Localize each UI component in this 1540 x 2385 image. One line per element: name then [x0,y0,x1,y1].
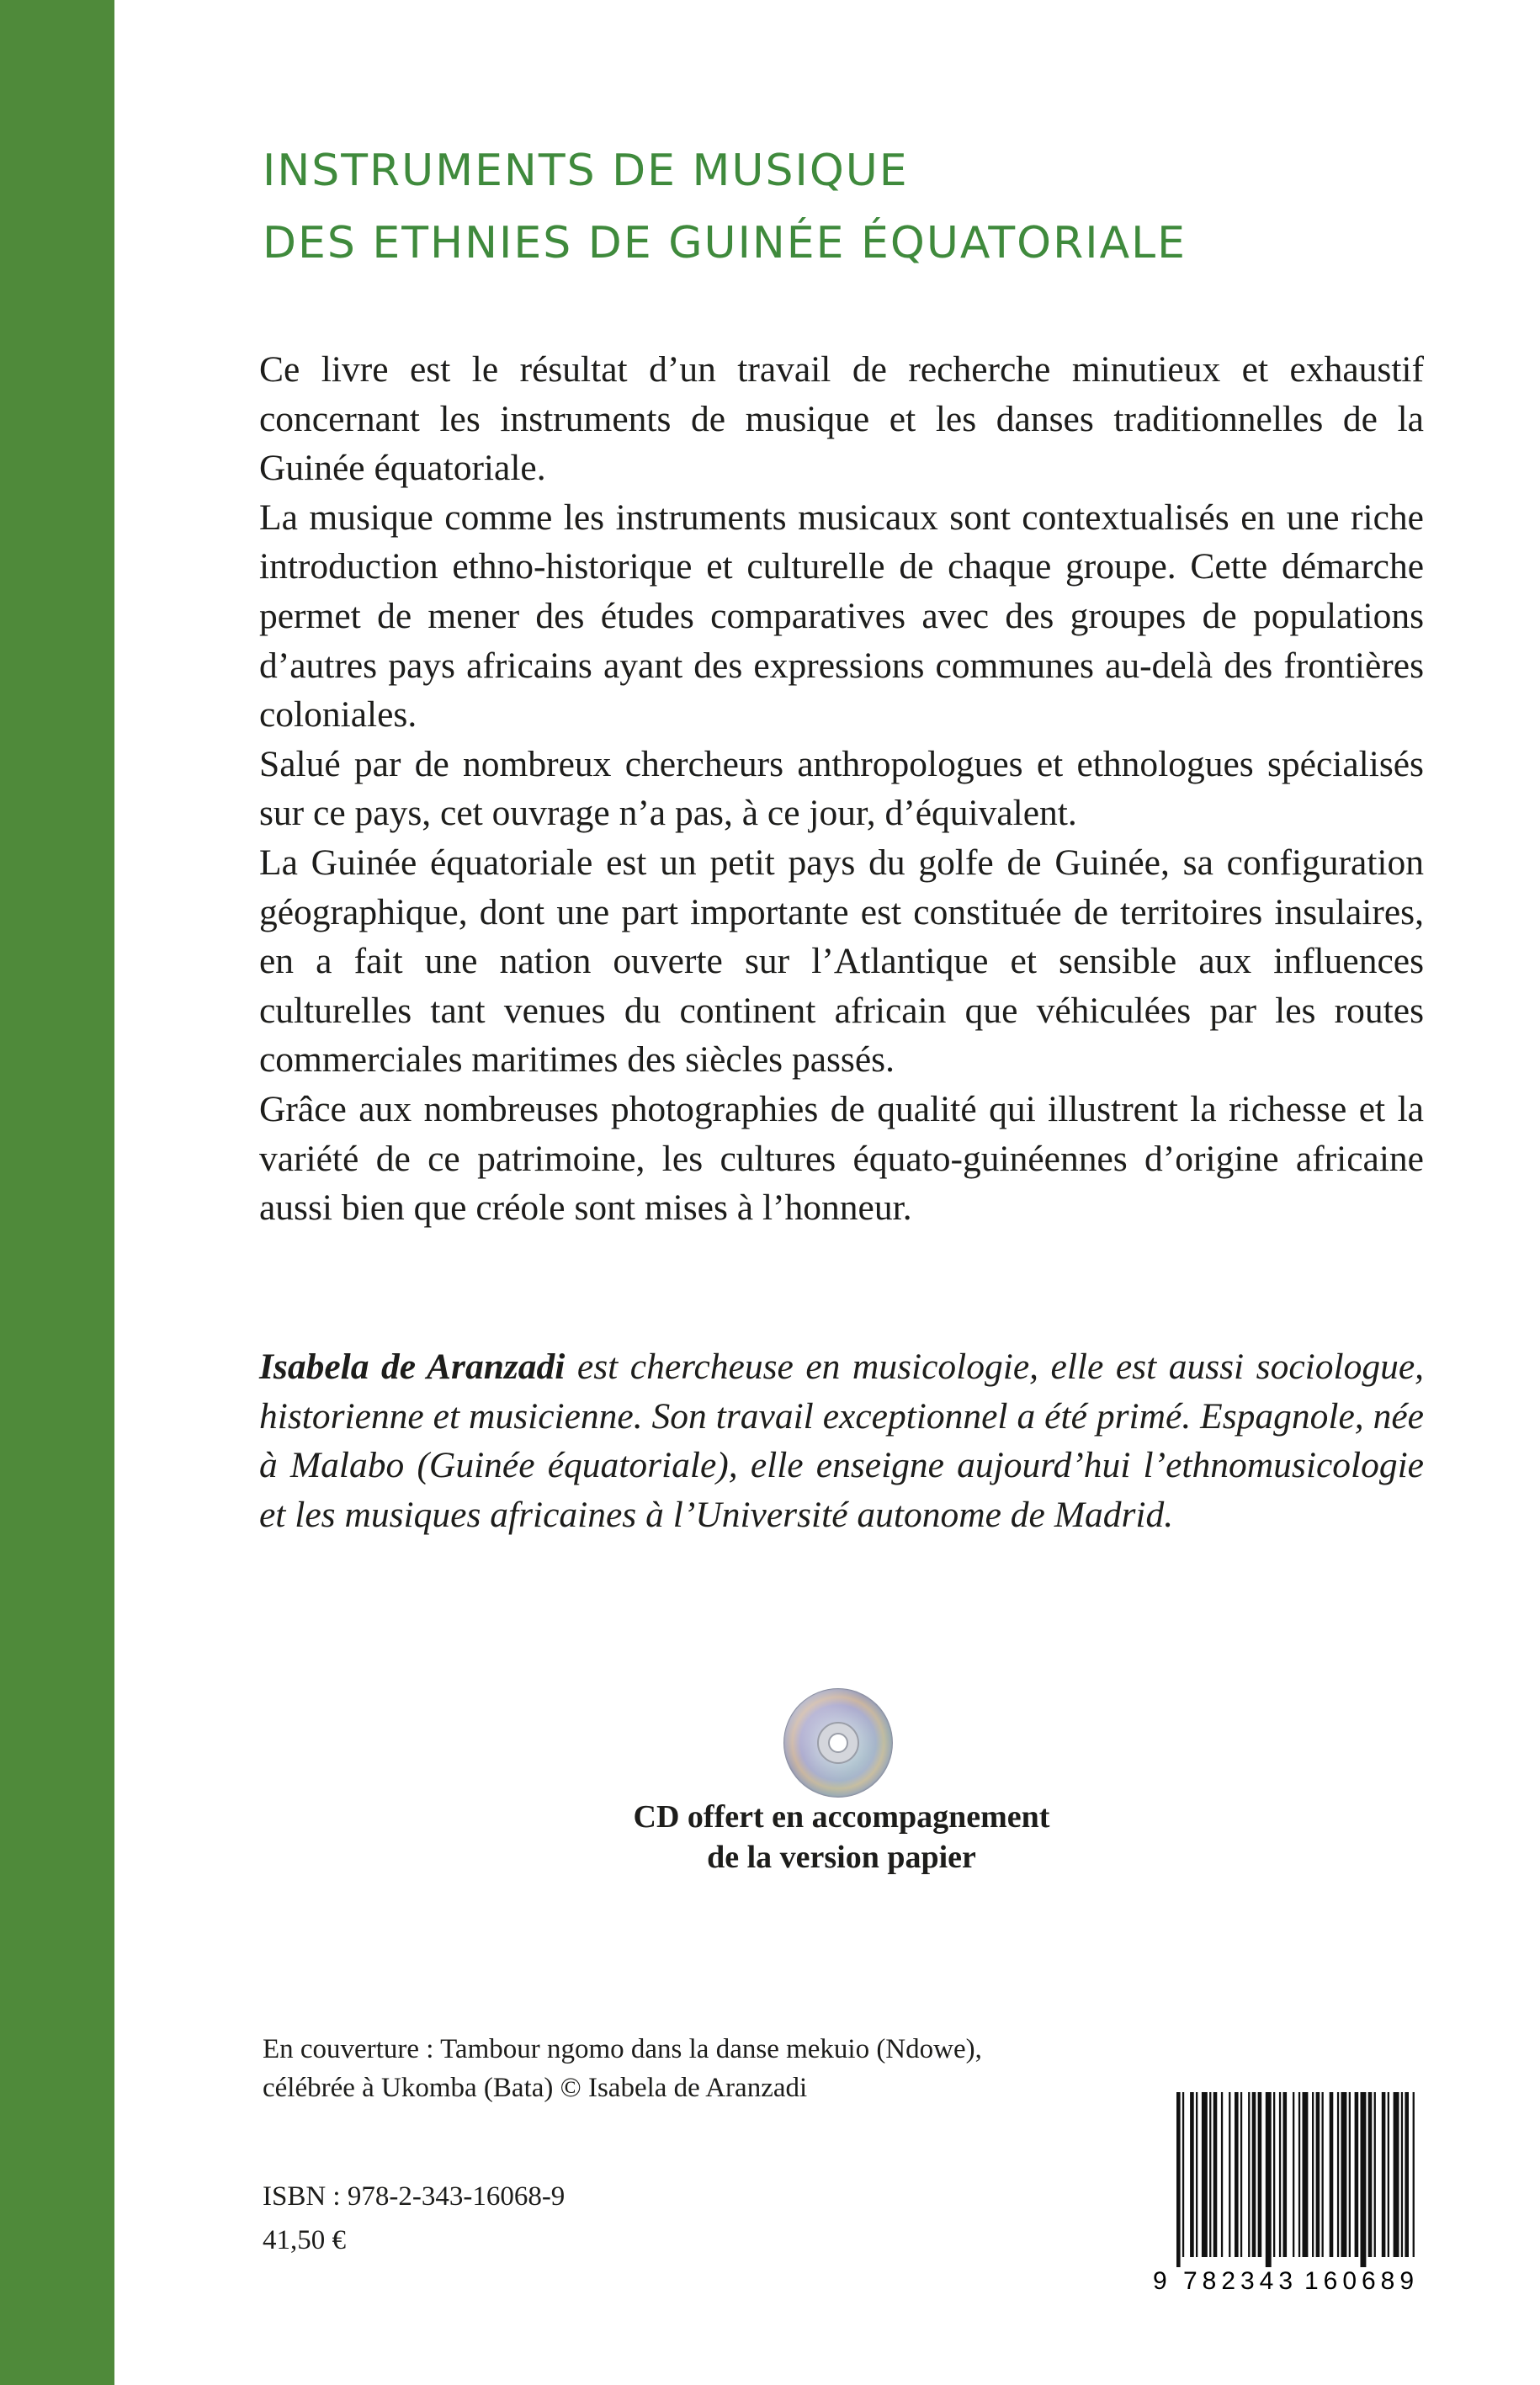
barcode-bar [1355,2092,1359,2257]
barcode-bar [1209,2092,1211,2257]
cd-disc-icon [783,1687,894,1798]
book-description [259,345,1424,1233]
barcode-bar [1182,2092,1184,2257]
barcode-bar [1252,2092,1256,2257]
barcode-bar [1394,2092,1399,2257]
green-spine-band [0,0,114,2385]
barcode-bar [1293,2092,1294,2257]
barcode-bar [1312,2092,1314,2257]
barcode-bar [1283,2092,1288,2257]
barcode-bar [1303,2092,1309,2257]
barcode-bar [1266,2092,1272,2267]
barcode-bar [1374,2092,1376,2257]
barcode-bar [1176,2092,1181,2267]
barcode-bar [1322,2092,1324,2257]
book-title [263,135,1441,279]
barcode-bar [1258,2092,1262,2257]
barcode-bar [1341,2092,1347,2257]
description-paragraph: La Guinée équatoriale est un petit pays du golfe de Guinée, sa configuration géographique, dont une part importante est constituée de territoires insulaires, en a fait une nation ouverte sur l’Atlantique et sensible aux influences culturelles tant venues du continent africain que véhiculées par les routes commerciales maritimes des siècles passés. [259,842,1424,1081]
barcode-bar [1213,2092,1218,2257]
barcode-bar [1221,2092,1223,2257]
barcode-digit-group-2: 160689 [1304,2267,1414,2293]
description-paragraph: Ce livre est le résultat d’un travail de recherche minutieux et exhaustif concernant les instruments de musique et les danses traditionnelles de la Guinée équatoriale. [259,349,1424,489]
author-name: Isabela de Aranzadi [259,1347,566,1387]
barcode-bar [1190,2092,1194,2257]
barcode-bar [1337,2092,1339,2257]
barcode-bar [1330,2092,1334,2257]
cd-caption-line-1: CD offert en accompagnement [633,1799,1050,1835]
title-line-1: INSTRUMENTS DE MUSIQUE [263,146,909,196]
barcode-bar [1349,2092,1351,2257]
description-paragraph: Salué par de nombreux chercheurs anthropologues et ethnologues spécialisés sur ce pays, cet ouvrage n’a pas, à ce jour, d’équivalent. [259,743,1424,834]
title-line-2: DES ETHNIES DE GUINÉE ÉQUATORIALE [263,218,1187,268]
barcode-bar [1235,2092,1239,2257]
description-paragraph: Grâce aux nombreuses photographies de qualité qui illustrent la richesse et la variété de ce patrimoine, les cultures équato-guinéennes d’origine africaine aussi bien que créole sont mises à l’honneur. [259,1088,1424,1229]
barcode-bar [1405,2092,1409,2257]
cover-credit-line-1: En couverture : Tambour ngomo dans la danse mekuio (Ndowe), [263,2034,982,2064]
description-paragraph: La musique comme les instruments musicaux sont contextualisés en une riche introduction ethno-historique et culturelle de chaque groupe. Cette démarche permet de mener des études comparatives avec des groupes de populations d’autres pays africains ayant des expressions communes au-delà des frontières coloniales. [259,497,1424,736]
cover-credit-line-2: célébrée à Ukomba (Bata) © Isabela de Aranzadi [263,2073,808,2103]
barcode-bar [1316,2092,1320,2257]
barcode-bar [1240,2092,1242,2257]
barcode-bar [1413,2092,1415,2257]
barcode-digit-group-1: 782343 [1183,2267,1293,2293]
barcode-bar [1202,2092,1208,2257]
isbn-barcode [1151,2087,1437,2293]
isbn: ISBN : 978-2-343-16068-9 [263,2181,566,2212]
author-bio-text: est chercheuse en musicologie, elle est aussi sociologue, historienne et musicienne. Son travail exceptionnel a été primé. Espagnole, née à Malabo (Guinée équatoriale), elle enseigne aujourd’hui l’ethnomusicologie et les musiques africaines à l’Université autonome de Madrid. [259,1347,1425,1535]
barcode-bar [1229,2092,1230,2257]
barcode-bar [1196,2092,1197,2257]
barcode-bar [1279,2092,1281,2257]
barcode-bar [1382,2092,1386,2257]
barcode-bar [1401,2092,1403,2257]
barcode-bar [1298,2092,1300,2257]
barcode-bar [1248,2092,1250,2257]
author-bio [259,1342,1424,1539]
price: 41,50 € [263,2225,346,2255]
barcode-bar [1388,2092,1389,2257]
barcode-bar [1368,2092,1373,2257]
barcode-bar [1273,2092,1275,2257]
barcode-lead-digit: 9 [1153,2267,1167,2293]
cd-caption-line-2: de la version papier [707,1840,976,1875]
cover-credit [263,2030,1104,2107]
barcode-bar [1361,2092,1367,2267]
cd-caption [555,1797,1128,1878]
